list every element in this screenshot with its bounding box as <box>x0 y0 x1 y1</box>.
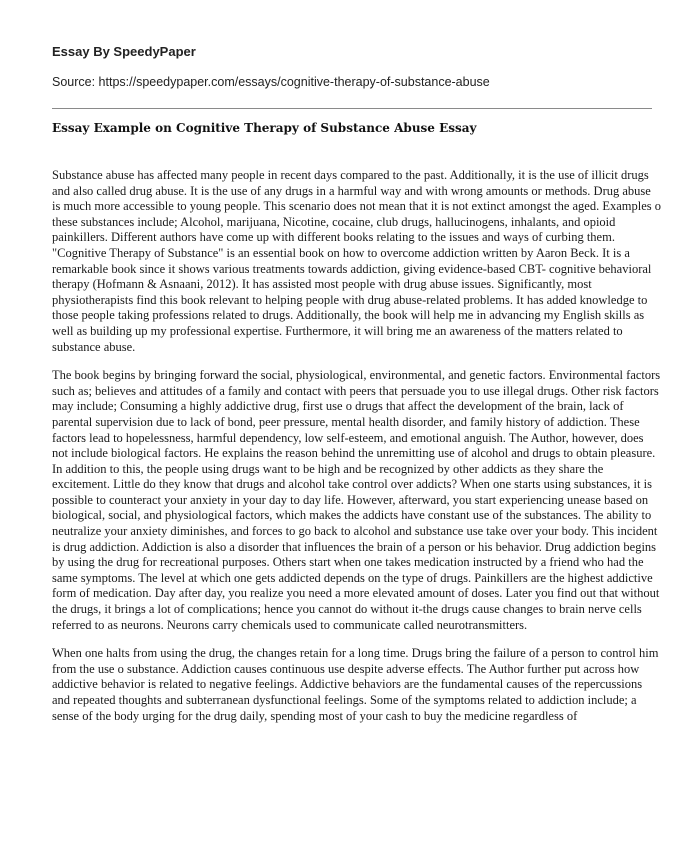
brand-title: Essay By SpeedyPaper <box>52 44 196 59</box>
essay-paragraph-2: The book begins by bringing forward the social, physiological, environmental, and genetic factors. Environmental factors such as; believes and attitudes of a family and contact with peers that persuade you to use illegal drugs. Other risk factors may include; Consuming a highly addictive drug, first use o drugs that affect the development of the brain, lack of parental supervision due to lack of bond, peer pressure, mental health disorder, and family history of addiction. These factors lead to hopelessness, harmful dependency, low self-esteem, and emotional anguish. The Author, however, does not include biological factors. He explains the reason behind the unremitting use of alcohol and drugs to obtain pleasure. In addition to this, the people using drugs want to be high and be recognized by other addicts as they share the excitement. Little do they know that drugs and alcohol take control over addicts? When one starts using substances, it is possible to counteract your anxiety in your day to day life. However, afterward, you start experiencing unease based on biological, social, and physiological factors, which makes the addicts have constant use of the substances. The ability to neutralize your anxiety diminishes, and forces to go back to alcohol and substance use take over your body. This incident is drug addiction. Addiction is also a disorder that influences the brain of a person or his behavior. Drug addiction begins by using the drug for recreational purposes. Others start when one takes medication instructed by a friend who had the same symptoms. The level at which one gets addicted depends on the type of drugs. Painkillers are the highest addictive form of medication. Day after day, you realize you need a more elevated amount of doses. Later you find out that without the drugs, it brings a lot of complications; hence you cannot do without it-the drugs cause changes to brain nerve cells referred to as neurons. Neurons carry chemicals used to communicate called neurotransmitters. <box>52 368 661 632</box>
essay-paragraph-1: Substance abuse has affected many people in recent days compared to the past. Additionally, it is the use of illicit drugs and also called drug abuse. It is the use of any drugs in a harmful way and with wrong amounts or methods. Drug abuse is much more accessible to young people. This scenario does not mean that it is not extinct amongst the aged. Examples o these substances include; Alcohol, marijuana, Nicotine, cocaine, club drugs, hallucinogens, inhalants, and opioid painkillers. Different authors have come up with different books relating to the issues and ways of curbing them. "Cognitive Therapy of Substance" is an essential book on how to overcome addiction written by Aaron Beck. It is a remarkable book since it shows various treatments towards addiction, giving evidence-based CBT- cognitive behavioral therapy (Hofmann & Asnaani, 2012). It has assisted most people with drug abuse issues. Significantly, most physiotherapists find this book relevant to helping people with drug abuse-related problems. It has added knowledge to those people taking professions related to drugs. Additionally, the book will help me in advancing my English skills as well as building up my professional expertise. Furthermore, it will bring me an awareness of the matters related to substance abuse. <box>52 168 662 354</box>
header-divider <box>52 108 652 109</box>
source-line: Source: https://speedypaper.com/essays/cognitive-therapy-of-substance-abuse <box>52 75 490 89</box>
essay-body <box>52 168 662 737</box>
essay-title: Essay Example on Cognitive Therapy of Substance Abuse Essay <box>52 121 477 135</box>
essay-paragraph-3: When one halts from using the drug, the changes retain for a long time. Drugs bring the failure of a person to control him from the use o substance. Addiction causes continuous use despite adverse effects. The Author further put across how addictive behavior is related to negative feelings. Addictive behaviors are the fundamental causes of the repercussions and repeated thoughts and subterranean dysfunctional feelings. Some of the symptoms related to addiction include; a sense of the body urging for the drug daily, spending most of your cash to buy the medicine regardless of <box>52 646 659 723</box>
